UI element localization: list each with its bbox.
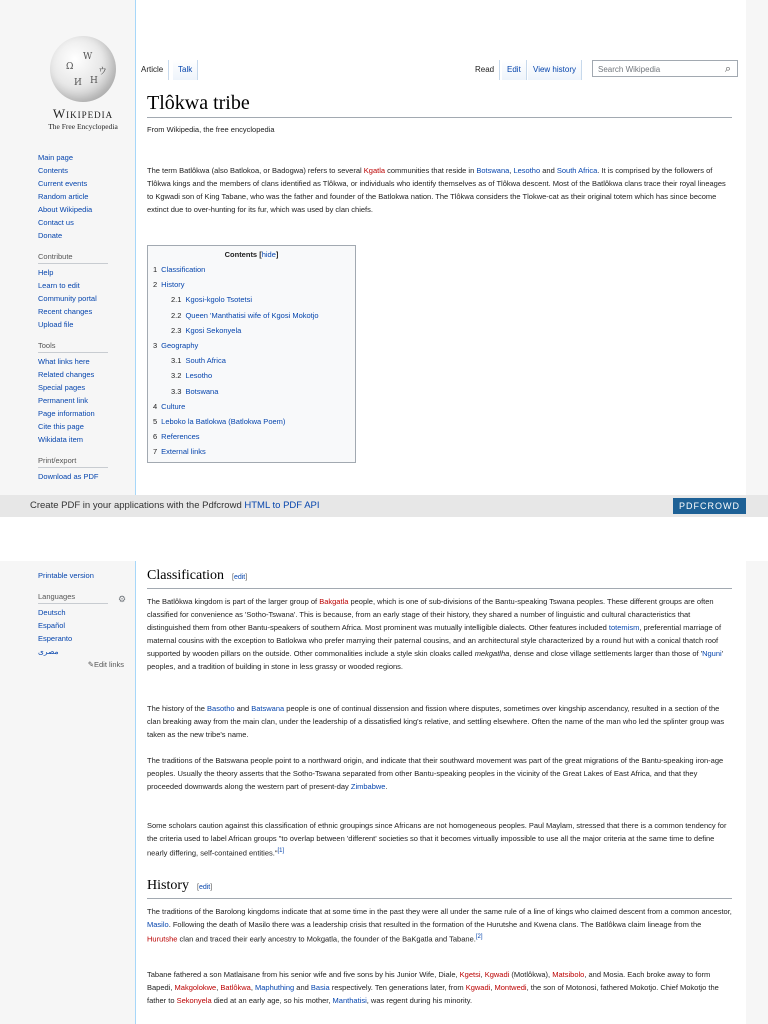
tab-article[interactable]: Article <box>136 60 169 80</box>
link-manthatisi[interactable]: Manthatisi <box>332 996 367 1005</box>
pencil-icon: ✎ <box>87 660 94 669</box>
text: communities that reside in <box>385 166 477 175</box>
text: , dense and close village settlements larger than those of ' <box>509 649 703 658</box>
link-south-africa[interactable]: South Africa <box>556 166 598 175</box>
tab-talk[interactable]: Talk <box>173 60 198 80</box>
toc-link[interactable]: Geography <box>161 341 199 351</box>
toc-entry[interactable] <box>148 384 355 399</box>
table-of-contents <box>147 245 356 463</box>
text: . <box>385 782 388 791</box>
link-maphuthing[interactable]: Maphuthing <box>255 983 295 992</box>
toc-title: Contents [hide] <box>224 250 279 259</box>
search-input[interactable] <box>592 60 738 77</box>
sidebar-heading-languages: Languages <box>38 590 108 604</box>
sidebar-item-current-events[interactable]: Current events <box>38 179 88 188</box>
history-paragraph-1 <box>147 905 732 946</box>
toc-link[interactable]: Leboko la Batlokwa (Batlokwa Poem) <box>161 417 286 427</box>
text: clan and traced their early ancestry to Mokgatla, the founder of the BaKgatla and Tabane. <box>177 934 476 944</box>
puzzle-globe-icon <box>50 36 116 102</box>
sidebar-heading-tools: Tools <box>38 339 108 353</box>
text: , <box>509 166 514 175</box>
toc-number: 1 <box>153 265 158 274</box>
html-to-pdf-link[interactable]: HTML to PDF API <box>244 500 320 511</box>
sidebar-item-about[interactable]: About Wikipedia <box>38 205 93 214</box>
text: , <box>490 983 495 992</box>
toc-entry[interactable] <box>148 414 355 429</box>
citation-ref[interactable]: [1] <box>277 848 285 854</box>
link-zimbabwe[interactable]: Zimbabwe <box>350 782 386 791</box>
text: The history of the <box>147 704 208 713</box>
globe-glyph: H <box>90 76 98 86</box>
section-heading-classification <box>147 568 247 584</box>
toc-number: 3.2 <box>171 371 182 381</box>
sidebar-item-recent-changes[interactable]: Recent changes <box>38 307 93 316</box>
text: and <box>234 704 252 713</box>
toc-link[interactable]: External links <box>161 447 206 457</box>
toc-entry[interactable] <box>148 368 355 383</box>
text: . Following the death of Masilo there was a leadership crisis that resulted in the formation of the Hurutshe and Kwena clans. The Batlôkwa claim lineage from the <box>168 920 702 929</box>
citation-ref[interactable]: [2] <box>475 934 483 940</box>
section-edit: [edit] <box>197 884 213 891</box>
text: , <box>250 983 255 992</box>
link-montwedi[interactable]: Montwedi <box>494 983 527 992</box>
text: Some scholars caution against this classification of ethnic groupings since Africans are not homogeneous peoples. Paul Maylam, stressed that there is a common tendency for the criteria used to label African groups "to overlap between 'different' societies so that it becomes virtually impossible to use all the major criteria at the same time to define nearly differing, self-contained entities." <box>147 821 727 858</box>
toc-link[interactable]: Classification <box>161 265 206 274</box>
sidebar-item-donate[interactable]: Donate <box>38 231 63 240</box>
toc-number: 2.1 <box>171 295 182 305</box>
toc-link[interactable]: Kgosi Sekonyela <box>185 325 242 335</box>
link-batlokwa[interactable]: Batlôkwa <box>220 983 251 992</box>
link-kgwadi-2[interactable]: Kgwadi <box>465 983 491 992</box>
toc-link[interactable]: References <box>161 432 200 442</box>
link-hurutshe[interactable]: Hurutshe <box>147 934 178 944</box>
classification-paragraph-3 <box>147 754 732 793</box>
toc-entry[interactable] <box>148 292 355 307</box>
text: The Batlôkwa kingdom is part of the larger group of <box>147 597 320 606</box>
sidebar-item-contents[interactable]: Contents <box>38 166 69 175</box>
title-divider <box>147 117 732 118</box>
toc-entry[interactable] <box>148 444 355 459</box>
toc-number: 2.3 <box>171 325 182 335</box>
classification-paragraph-2 <box>147 702 732 741</box>
link-totemism[interactable]: totemism <box>608 623 640 632</box>
sidebar-item-help[interactable]: Help <box>38 268 54 277</box>
toc-link[interactable]: History <box>161 280 185 290</box>
sidebar-item-community-portal[interactable]: Community portal <box>38 294 97 303</box>
link-lesotho[interactable]: Lesotho <box>513 166 541 175</box>
sidebar-heading-contribute: Contribute <box>38 250 108 264</box>
link-nguni[interactable]: Nguni <box>702 649 722 658</box>
section-edit: [edit] <box>232 574 248 581</box>
sidebar-item-printable-version[interactable]: Printable version <box>38 571 94 580</box>
toc-link[interactable]: South Africa <box>185 356 226 366</box>
sidebar-item-learn-to-edit[interactable]: Learn to edit <box>38 281 80 290</box>
footer-text-label: Create PDF in your applications with the Pdfcrowd <box>30 500 245 511</box>
tab-view-history[interactable]: View history <box>528 60 582 80</box>
toc-link[interactable]: Culture <box>161 401 186 411</box>
toc-title-text: Contents <box>224 250 258 259</box>
search-icon[interactable]: ⌕ <box>724 63 731 75</box>
sidebar-item-special-pages[interactable]: Special pages <box>38 383 86 392</box>
pdfcrowd-footer <box>0 495 768 517</box>
link-batswana[interactable]: Batswana <box>251 704 285 713</box>
globe-glyph: W <box>83 52 93 62</box>
gear-icon[interactable]: ⚙ <box>118 594 127 604</box>
toc-link[interactable]: Lesotho <box>185 371 213 381</box>
text: and <box>294 983 311 992</box>
sidebar-navigation <box>38 151 134 483</box>
text: . It is comprised by the followers of Tlôkwa kings and the members of clans identified as Tlôkwa, or individuals who identify themselves as of Tlôkwa descent. Most of the Batlôkwa clans trace their royal lineages to Kgwadi son of King Tabane, who was the father and founder of the Batlokwa nation. The Tlôkwa considers the Tlokwe-cat as their original totem which has since become extinct due to over-hunting for its fur, which was used by clan chiefs. <box>147 166 726 214</box>
text: , <box>480 970 485 979</box>
heading-divider <box>147 588 732 589</box>
link-kgatla[interactable]: Kgatla <box>363 166 386 175</box>
sidebar-item-upload-file[interactable]: Upload file <box>38 320 74 329</box>
sidebar-item-what-links-here[interactable]: What links here <box>38 357 90 366</box>
toc-number: 6 <box>153 432 158 442</box>
wordmark: Wikipedia <box>52 106 114 121</box>
heading-text: Classification <box>147 568 224 583</box>
link-kgwadi[interactable]: Kgwadi <box>484 970 510 979</box>
sidebar-item-download-pdf[interactable]: Download as PDF <box>38 472 99 481</box>
text: ' peoples, and a tradition of building in stone in less grassy or wooded regions. <box>147 649 724 671</box>
link-makgolokwe[interactable]: Makgolokwe <box>174 983 217 992</box>
toc-entry[interactable] <box>148 262 355 277</box>
link-masilo[interactable]: Masilo <box>147 920 169 929</box>
sidebar-heading-print-export: Print/export <box>38 454 108 468</box>
history-paragraph-2 <box>147 968 732 1007</box>
pdfcrowd-button[interactable]: PDFCROWD <box>673 498 746 514</box>
toc-link[interactable]: Kgosi-kgolo Tsotetsi <box>185 295 252 305</box>
text: , preferential marriage of maternal cousins with the exception to Batlokwa who prefer marrying their paternal cousins, and an architectural style characterized by a round hut with a conical thatch roof supported by wooden pillars on the outside. Other commonalities include a style skin cloaks called <box>147 623 722 658</box>
toc-number: 5 <box>153 417 158 427</box>
link-matsibolo[interactable]: Matsibolo <box>552 970 585 979</box>
intro-paragraph <box>147 164 732 216</box>
classification-paragraph-1 <box>147 595 732 673</box>
sidebar-item-wikidata-item[interactable]: Wikidata item <box>38 435 84 444</box>
text: people, which is one of sub-divisions of the Bantu-speaking Tswana peoples. These different groups are often classified for convenience as 'Sotho-Tswana'. This is because, from an early stage of their history, they shared a number of linguistic and cultural characteristics that distinguished them from other Bantu-speakers of southern Africa. Most prominent was mutually intelligible dialects. Other features included <box>147 597 714 632</box>
text: , the son of Motonosi, fathered Mokotjo. Chief Mokotjo the father to <box>147 983 719 1005</box>
toc-entry[interactable] <box>148 338 355 353</box>
link-sekonyela[interactable]: Sekonyela <box>176 996 212 1005</box>
classification-paragraph-4 <box>147 819 732 860</box>
toc-entry[interactable] <box>148 308 355 323</box>
pdf-page-2 <box>0 561 768 1024</box>
sidebar-item-permanent-link[interactable]: Permanent link <box>38 396 89 405</box>
toc-hide-toggle[interactable]: hide <box>261 250 276 259</box>
text: respectively. Ten generations later, from <box>329 983 466 992</box>
tab-read[interactable]: Read <box>470 60 500 80</box>
edit-section-link[interactable]: edit <box>233 574 246 581</box>
site-sub: From Wikipedia, the free encyclopedia <box>147 125 275 134</box>
wikipedia-logo[interactable] <box>38 36 128 131</box>
edit-links-button[interactable] <box>38 658 124 671</box>
text: people is one of continual dissension and fission where disputes, sometimes over kingship ascendancy, resulted in a section of the clan breaking away from the main clan, under the leadership of a dissatisfied king's relative, and settling elsewhere. Often the name of the man who led the splinter group was taken as the new tribe's name. <box>147 704 725 739</box>
toc-entry[interactable] <box>148 277 355 292</box>
toc-entry[interactable] <box>148 323 355 338</box>
heading-divider <box>147 898 732 899</box>
text: died at an early age, so his mother, <box>211 996 333 1005</box>
toc-number: 2.2 <box>171 310 182 320</box>
sidebar-item-lang-arabic[interactable]: مصرى <box>38 647 59 656</box>
text: (Motlôkwa), <box>509 970 553 979</box>
sidebar-continued <box>38 569 134 671</box>
tab-edit[interactable]: Edit <box>502 60 527 80</box>
sidebar-item-lang-esperanto[interactable]: Esperanto <box>38 634 73 643</box>
sidebar-item-lang-deutsch[interactable]: Deutsch <box>38 608 66 617</box>
sidebar-item-random-article[interactable]: Random article <box>38 192 89 201</box>
sidebar-item-lang-espanol[interactable]: Español <box>38 621 66 630</box>
toc-entry[interactable] <box>148 399 355 414</box>
toc-entry[interactable] <box>148 429 355 444</box>
link-basia[interactable]: Basia <box>310 983 330 992</box>
toc-number: 3 <box>153 341 158 351</box>
toc-number: 4 <box>153 401 158 411</box>
footer-text <box>30 495 320 517</box>
text: The term Batlôkwa (also Batlokoa, or Badogwa) refers to several <box>147 166 364 175</box>
link-basotho[interactable]: Basotho <box>207 704 235 713</box>
tagline: The Free Encyclopedia <box>48 122 118 131</box>
toc-number: 7 <box>153 447 158 457</box>
globe-glyph: Ω <box>66 62 74 72</box>
link-botswana[interactable]: Botswana <box>476 166 510 175</box>
toc-number: 3.1 <box>171 356 182 366</box>
link-kgetsi[interactable]: Kgetsi <box>459 970 481 979</box>
sidebar-item-related-changes[interactable]: Related changes <box>38 370 95 379</box>
toc-link[interactable]: Queen 'Manthatisi wife of Kgosi Mokotjo <box>185 310 319 320</box>
section-heading-history <box>147 878 212 894</box>
text: , <box>216 983 221 992</box>
edit-section-link[interactable]: edit <box>198 884 211 891</box>
text: Tabane fathered a son Matlaisane from his senior wife and five sons by his Junior Wife, Diale, <box>147 970 460 979</box>
link-bakgatla[interactable]: Bakgatla <box>319 597 349 606</box>
toc-number: 3.3 <box>171 386 182 396</box>
search-placeholder: Search Wikipedia <box>598 65 661 74</box>
sidebar-item-contact[interactable]: Contact us <box>38 218 74 227</box>
toc-entry[interactable] <box>148 353 355 368</box>
sidebar-item-cite-this-page[interactable]: Cite this page <box>38 422 84 431</box>
text: , and Mosia. Each broke away to form Bapedi, <box>147 970 711 992</box>
text: The traditions of the Barolong kingdoms indicate that at some time in the past they were all under the same rule of a line of kings who claimed descent from a common ancestor, <box>147 907 732 916</box>
toc-link[interactable]: Botswana <box>185 386 219 396</box>
edit-links-label: Edit links <box>93 660 124 669</box>
toc-number: 2 <box>153 280 158 290</box>
italic-term: mekgatlha <box>474 649 510 658</box>
text: , was regent during his minority. <box>366 996 473 1005</box>
text: and <box>540 166 557 175</box>
text: The traditions of the Batswana people point to a northward origin, and indicate that their southward movement was part of the great migrations of the Bantu-speaking iron-age peoples. Usually the theory asserts that the Sotho-Tswana separated from other Bantu-speaking peoples in the vicinity of the Great Lakes of East Africa, and that they proceeded downwards along the western part of present-day <box>147 756 724 791</box>
sidebar-item-page-information[interactable]: Page information <box>38 409 95 418</box>
globe-glyph: И <box>74 78 82 88</box>
heading-text: History <box>147 878 189 893</box>
sidebar-item-main-page[interactable]: Main page <box>38 153 74 162</box>
globe-glyph: ウ <box>98 67 108 77</box>
page-title: Tlôkwa tribe <box>147 92 250 114</box>
